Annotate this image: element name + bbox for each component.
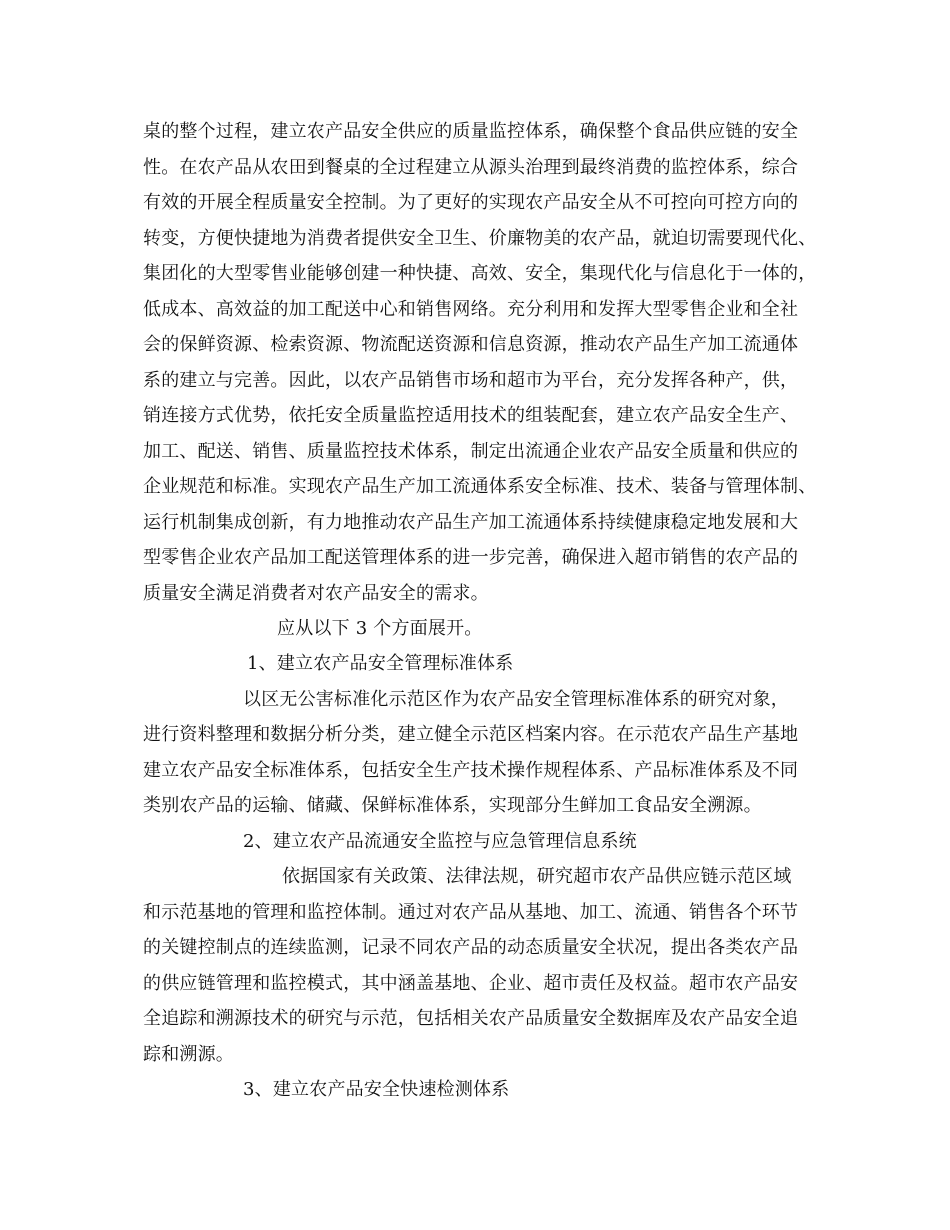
body-text-line: 类别农产品的运输、储藏、保鲜标准体系，实现部分生鲜加工食品安全溯源。 — [143, 795, 762, 816]
body-text-line: 的供应链管理和监控模式，其中涵盖基地、企业、超市责任及权益。超市农产品安 — [143, 973, 799, 994]
body-text-line: 转变，方便快捷地为消费者提供安全卫生、价廉物美的农产品，就迫切需要现代化、 — [143, 228, 817, 249]
body-text-line: 型零售企业农产品加工配送管理体系的进一步完善，确保进入超市销售的农产品的 — [143, 547, 799, 568]
body-text-line: 集团化的大型零售业能够创建一种快捷、高效、安全，集现代化与信息化于一体的， — [143, 263, 817, 284]
body-text-line: 加工、配送、销售、质量监控技术体系，制定出流通企业农产品安全质量和供应的 — [143, 441, 799, 462]
body-text-line: 运行机制集成创新，有力地推动农产品生产加工流通体系持续健康稳定地发展和大 — [143, 512, 799, 533]
intro-sentence: 应从以下 3 个方面展开。 — [277, 618, 483, 639]
section-heading-2: 2、建立农产品流通安全监控与应急管理信息系统 — [243, 831, 637, 852]
body-text-line: 质量安全满足消费者对农产品安全的需求。 — [143, 583, 489, 604]
body-text-line: 以区无公害标准化示范区作为农产品安全管理标准体系的研究对象， — [243, 689, 789, 710]
body-text-line: 性。在农产品从农田到餐桌的全过程建立从源头治理到最终消费的监控体系，综合 — [143, 157, 799, 178]
body-text-line: 有效的开展全程质量安全控制。为了更好的实现农产品安全从不可控向可控方向的 — [143, 192, 799, 213]
body-text-line: 系的建立与完善。因此，以农产品销售市场和超市为平台，充分发挥各种产，供， — [143, 370, 799, 391]
body-text-line: 企业规范和标准。实现农产品生产加工流通体系安全标准、技术、装备与管理体制、 — [143, 476, 817, 497]
body-text-line: 桌的整个过程，建立农产品安全供应的质量监控体系，确保整个食品供应链的安全 — [143, 121, 799, 142]
body-text-line: 全追踪和溯源技术的研究与示范，包括相关农产品质量安全数据库及农产品安全追 — [143, 1008, 799, 1029]
body-text-line: 低成本、高效益的加工配送中心和销售网络。充分利用和发挥大型零售企业和全社 — [143, 299, 799, 320]
body-text-line: 的关键控制点的连续监测，记录不同农产品的动态质量安全状况，提出各类农产品 — [143, 937, 799, 958]
body-text-line: 依据国家有关政策、法律法规，研究超市农产品供应链示范区域 — [282, 866, 792, 887]
body-text-line: 踪和溯源。 — [143, 1044, 234, 1065]
body-text-line: 销连接方式优势，依托安全质量监控适用技术的组装配套，建立农产品安全生产、 — [143, 405, 799, 426]
body-text-line: 会的保鲜资源、检索资源、物流配送资源和信息资源，推动农产品生产加工流通体 — [143, 334, 799, 355]
section-heading-3: 3、建立农产品安全快速检测体系 — [243, 1079, 510, 1100]
body-text-line: 和示范基地的管理和监控体制。通过对农产品从基地、加工、流通、销售各个环节 — [143, 902, 799, 923]
body-text-line: 进行资料整理和数据分析分类，建立健全示范区档案内容。在示范农产品生产基地 — [143, 724, 799, 745]
section-heading-1: 1、建立农产品安全管理标准体系 — [247, 653, 514, 674]
body-text-line: 建立农产品安全标准体系，包括安全生产技术操作规程体系、产品标准体系及不同 — [143, 760, 799, 781]
